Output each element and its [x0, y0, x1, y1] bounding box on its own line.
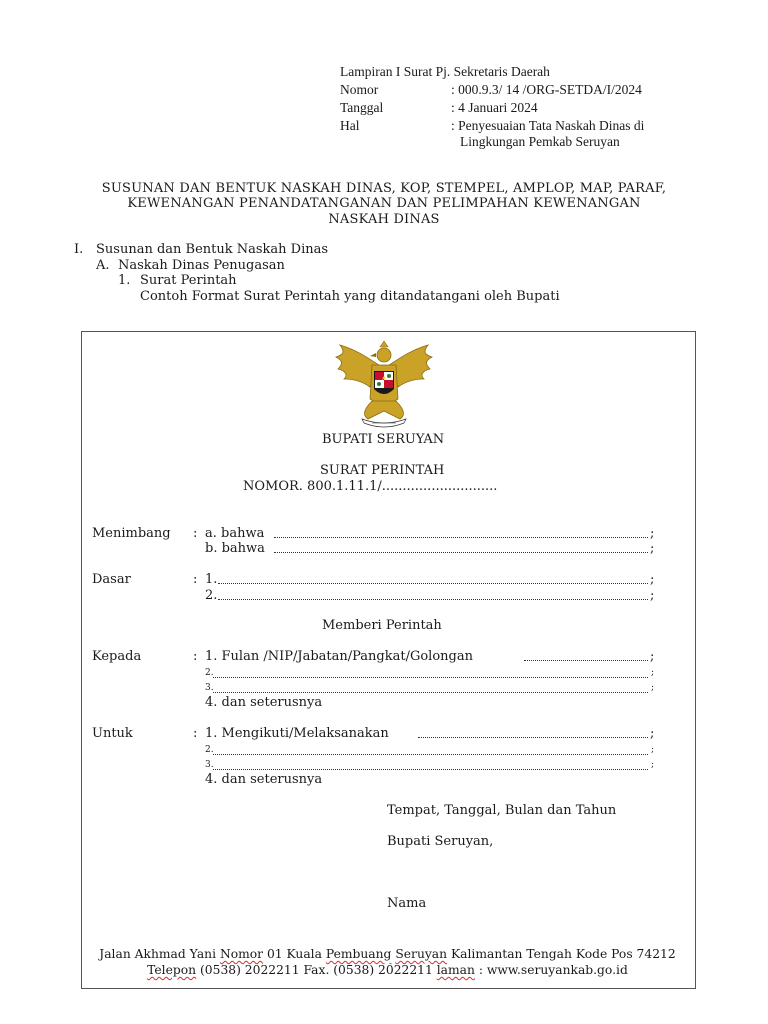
- untuk-colon: :: [193, 726, 198, 741]
- signer-title: Bupati Seruyan,: [387, 834, 494, 849]
- semicolon: ;: [651, 745, 655, 755]
- fill-line: [218, 583, 648, 584]
- dasar-label: Dasar: [92, 572, 131, 587]
- menimbang-label: Menimbang: [92, 526, 171, 541]
- menimbang-item-a: a. bahwa: [205, 526, 265, 541]
- untuk-item-3: 3.: [205, 760, 214, 770]
- fill-line: [274, 552, 648, 553]
- dasar-colon: :: [193, 572, 198, 587]
- address-text: Jalan Akhmad Yani: [99, 947, 220, 961]
- laman-label: laman: [436, 963, 475, 977]
- fill-line: [218, 599, 648, 600]
- kepada-item-2: 2.: [205, 668, 214, 678]
- fill-line: [274, 537, 648, 538]
- phone-text: (0538) 2022211 Fax. (0538) 2022211: [196, 963, 437, 977]
- item-description: Contoh Format Surat Perintah yang ditandatangani oleh Bupati: [140, 289, 560, 304]
- place-date: Tempat, Tanggal, Bulan dan Tahun: [387, 803, 617, 818]
- untuk-item-2: 2.: [205, 745, 214, 755]
- garuda-emblem-icon: [332, 339, 436, 429]
- dasar-item-2: 2.: [205, 588, 218, 603]
- hal-continuation: Lingkungan Pemkab Seruyan: [460, 134, 620, 149]
- address-pembuang: Pembuang: [325, 947, 392, 961]
- semicolon: ;: [650, 649, 655, 664]
- item-label: Surat Perintah: [140, 273, 237, 288]
- hal-label: Hal: [340, 118, 360, 133]
- item-number: 1.: [118, 273, 131, 288]
- fill-line: [213, 754, 648, 755]
- kepada-colon: :: [193, 649, 198, 664]
- footer-contact: [81, 963, 694, 977]
- doc-title-line-1: SUSUNAN DAN BENTUK NASKAH DINAS, KOP, STEMPEL, AMPLOP, MAP, PARAF,: [101, 181, 667, 196]
- letter-doc-title: SURAT PERINTAH: [320, 463, 445, 478]
- kepada-label: Kepada: [92, 649, 142, 664]
- fill-line: [418, 737, 648, 738]
- footer-address: [81, 947, 694, 961]
- menimbang-item-b: b. bahwa: [205, 541, 265, 556]
- letter-number: NOMOR. 800.1.11.1/............................: [243, 479, 498, 494]
- nomor-value: : 000.9.3/ 14 /ORG-SETDA/I/2024: [451, 82, 642, 97]
- semicolon: ;: [650, 726, 655, 741]
- semicolon: ;: [651, 668, 655, 678]
- kepada-item-3: 3.: [205, 683, 214, 693]
- kepada-item-1: 1. Fulan /NIP/Jabatan/Pangkat/Golongan: [205, 649, 473, 664]
- doc-title-line-2: KEWENANGAN PENANDATANGANAN DAN PELIMPAHAN KEWENANGAN: [127, 196, 641, 211]
- untuk-label: Untuk: [92, 726, 133, 741]
- signer-name: Nama: [387, 896, 427, 911]
- subsection-label: Naskah Dinas Penugasan: [118, 258, 285, 273]
- tanggal-value: : 4 Januari 2024: [451, 100, 538, 115]
- semicolon: ;: [650, 588, 655, 603]
- semicolon: ;: [650, 572, 655, 587]
- tanggal-label: Tanggal: [340, 100, 384, 115]
- nomor-label: Nomor: [340, 82, 379, 97]
- section-label: Susunan dan Bentuk Naskah Dinas: [96, 242, 329, 257]
- memberi-perintah: Memberi Perintah: [322, 618, 442, 633]
- hal-value: : Penyesuaian Tata Naskah Dinas di: [451, 118, 645, 133]
- semicolon: ;: [650, 526, 655, 541]
- semicolon: ;: [650, 541, 655, 556]
- menimbang-colon: :: [193, 526, 198, 541]
- address-seruyan: Seruyan: [395, 947, 448, 961]
- dasar-item-1: 1.: [205, 572, 218, 587]
- doc-title-line-3: NASKAH DINAS: [328, 212, 440, 227]
- address-text: Kalimantan Tengah Kode Pos 74212: [447, 947, 676, 961]
- fill-line: [213, 692, 648, 693]
- untuk-item-4: 4. dan seterusnya: [205, 772, 323, 787]
- fill-line: [213, 769, 648, 770]
- fill-line: [524, 660, 648, 661]
- attachment-line: Lampiran I Surat Pj. Sekretaris Daerah: [340, 64, 550, 79]
- address-nomor: Nomor: [219, 947, 264, 961]
- address-text: 01 Kuala: [263, 947, 326, 961]
- section-number: I.: [74, 242, 84, 257]
- issuer-name: BUPATI SERUYAN: [322, 432, 445, 447]
- semicolon: ;: [651, 683, 655, 693]
- subsection-letter: A.: [96, 258, 110, 273]
- phone-label: Telepon: [147, 963, 197, 977]
- semicolon: ;: [651, 760, 655, 770]
- website-text: : www.seruyankab.go.id: [474, 963, 628, 977]
- untuk-item-1: 1. Mengikuti/Melaksanakan: [205, 726, 389, 741]
- kepada-item-4: 4. dan seterusnya: [205, 695, 323, 710]
- fill-line: [213, 677, 648, 678]
